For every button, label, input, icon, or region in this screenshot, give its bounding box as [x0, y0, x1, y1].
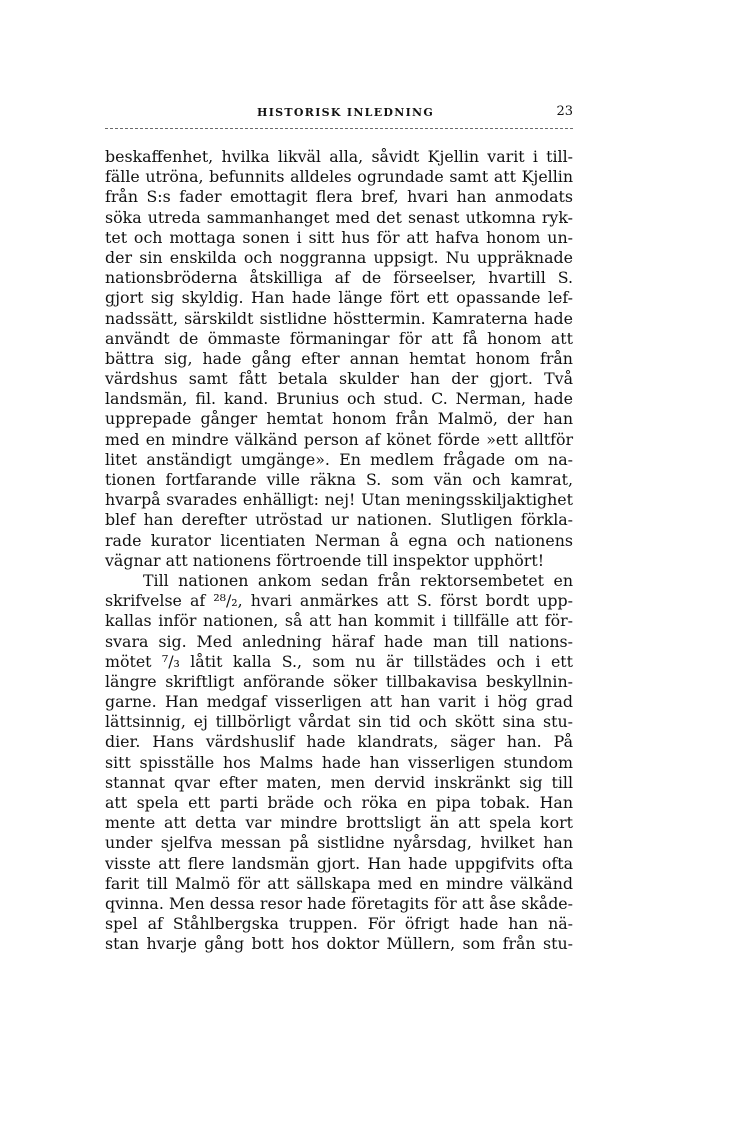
text-line: sitt spisställe hos Malms hade han visserligen stundom [105, 752, 573, 772]
text-line: stannat qvar efter maten, men dervid inskränkt sig till [105, 772, 573, 792]
page-number: 23 [556, 104, 573, 119]
text-line: der sin enskilda och noggranna uppsigt. Nu uppräknade [105, 247, 573, 267]
running-head: HISTORISK INLEDNING [257, 106, 435, 119]
text-line: litet anständigt umgänge». En medlem frågade om na- [105, 449, 573, 469]
text-line: blef han derefter utröstad ur nationen. Slutligen förkla- [105, 510, 573, 530]
text-line: mente att detta var mindre brottsligt än att spela kort [105, 813, 573, 833]
text-line: vägnar att nationens förtroende till inspektor upphört! [105, 550, 545, 570]
text-line: användt de ömmaste förmaningar för att få honom att [105, 328, 573, 348]
text-line: kallas inför nationen, så att han kommit i tillfälle att för- [105, 611, 573, 631]
header-rule [105, 128, 573, 129]
text-line: qvinna. Men dessa resor hade företagits för att åse skåde- [105, 893, 573, 913]
text-line: garne. Han medgaf visserligen att han varit i hög grad [105, 692, 573, 712]
text-line: beskaffenhet, hvilka likväl alla, såvidt Kjellin varit i till- [105, 147, 573, 166]
text-line: visste att flere landsmän gjort. Han hade uppgifvits ofta [105, 853, 573, 873]
text-line: svara sig. Med anledning häraf hade man till nations- [105, 631, 573, 651]
text-line: stan hvarje gång bott hos doktor Müllern, som från stu- [105, 934, 573, 954]
text-line: nadssätt, särskildt sistlidne hösttermin. Kamraterna hade [105, 308, 573, 328]
text-line: spel af Ståhlbergska truppen. För öfrigt hade han nä- [105, 914, 573, 934]
text-line: nationsbröderna åtskilliga af de förseelser, hvartill S. [105, 268, 573, 288]
text-line: söka utreda sammanhanget med det senast utkomna ryk- [105, 207, 573, 227]
text-line: från S:s fader emottagit flera bref, hvari han anmodats [105, 187, 573, 207]
text-line: med en mindre välkänd person af könet förde »ett alltför [105, 429, 573, 449]
text-line: längre skriftligt anförande söker tillbakavisa beskyllnin- [105, 671, 573, 691]
text-line: landsmän, fil. kand. Brunius och stud. C. Nerman, hade [105, 389, 573, 409]
text-line: gjort sig skyldig. Han hade länge fört ett opassande lef- [105, 288, 573, 308]
text-line: Till nationen ankom sedan från rektorsembetet en [143, 570, 573, 590]
text-line: fälle utröna, befunnits alldeles ogrundade samt att Kjellin [105, 167, 573, 187]
text-line: hvarpå svarades enhälligt: nej! Utan meningsskiljaktighet [105, 490, 573, 510]
text-line: värdshus samt fått betala skulder han der gjort. Två [105, 369, 573, 389]
text-line: tionen fortfarande ville räkna S. som vän och kamrat, [105, 470, 573, 489]
text-line: bättra sig, hade gång efter annan hemtat honom från [105, 348, 573, 368]
text-line: att spela ett parti bräde och röka en pipa tobak. Han [105, 793, 573, 812]
body-text [105, 147, 573, 955]
text-line: upprepade gånger hemtat honom från Malmö, der han [105, 409, 573, 429]
text-line: tet och mottaga sonen i sitt hus för att hafva honom un- [105, 227, 573, 247]
text-line: rade kurator licentiaten Nerman å egna och nationens [105, 530, 573, 550]
text-line: skrifvelse af ²⁸/₂, hvari anmärkes att S. först bordt upp- [105, 591, 573, 611]
text-line: farit till Malmö för att sällskapa med en mindre välkänd [105, 873, 573, 893]
text-line: under sjelfva messan på sistlidne nyårsdag, hvilket han [105, 833, 573, 853]
text-line: dier. Hans värdshuslif hade klandrats, säger han. På [105, 732, 573, 752]
page-header [105, 100, 573, 124]
text-line: lättsinnig, ej tillbörligt vårdat sin tid och skött sina stu- [105, 712, 573, 732]
text-line: mötet ⁷/₃ låtit kalla S., som nu är tillstädes och i ett [105, 651, 573, 671]
